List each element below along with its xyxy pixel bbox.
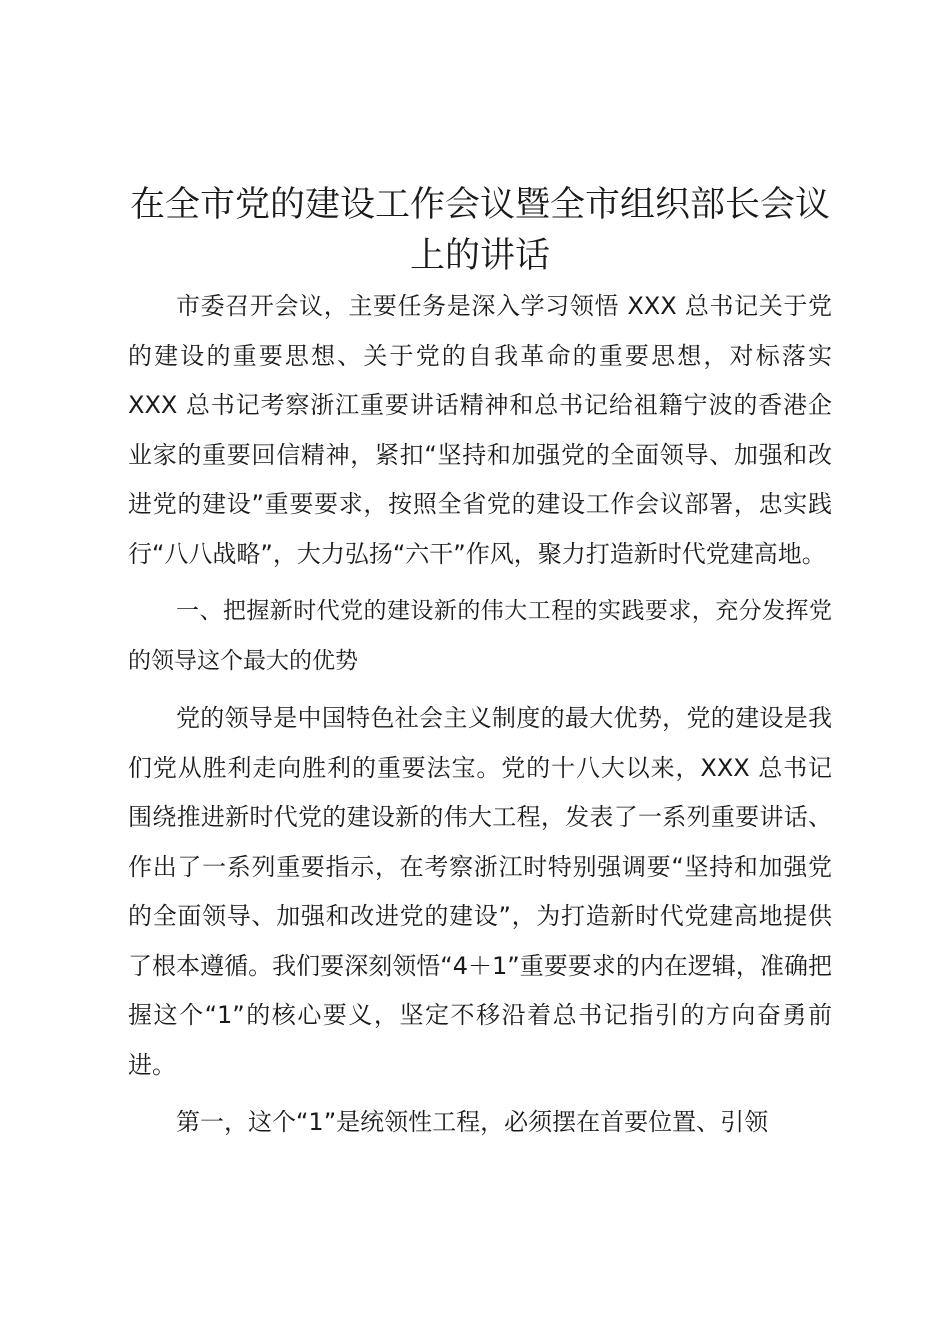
document-title: 在全市党的建设工作会议暨全市组织部长会议上的讲话 [129,185,830,276]
document-body [128,180,832,1148]
paragraph-body-2: 第一，这个“1”是统领性工程，必须摆在首要位置、引领 [176,1108,769,1136]
paragraph-body-1: 党的领导是中国特色社会主义制度的最大优势，党的建设是我们党从胜利走向胜利的重要法宝。党的十八大以来，XXX 总书记围绕推进新时代党的建设新的伟大工程，发表了一系列重要讲话、作出了一系列重要指示，在考察浙江时特别强调要“坚持和加强党的全面领导、加强和改进党的建设”，为打造新时代党建高地提供了根本遵循。我们要深刻领悟“4＋1”重要要求的内在逻辑，准确把握这个“1”的核心要义，坚定不移沿着总书记指引的方向奋勇前进。 [128,704,832,1079]
paragraph-intro: 市委召开会议，主要任务是深入学习领悟 XXX 总书记关于党的建设的重要思想、关于党的自我革命的重要思想，对标落实 XXX 总书记考察浙江重要讲话精神和总书记给祖籍宁波的香港企业家的重要回信精神，紧扣“坚持和加强党的全面领导、加强和改进党的建设”重要要求，按照全省党的建设工作会议部署，忠实践行“八八战略”，大力弘扬“六干”作风，聚力打造新时代党建高地。 [128,292,832,568]
section-heading-1: 一、把握新时代党的建设新的伟大工程的实践要求，充分发挥党的领导这个最大的优势 [128,598,832,674]
